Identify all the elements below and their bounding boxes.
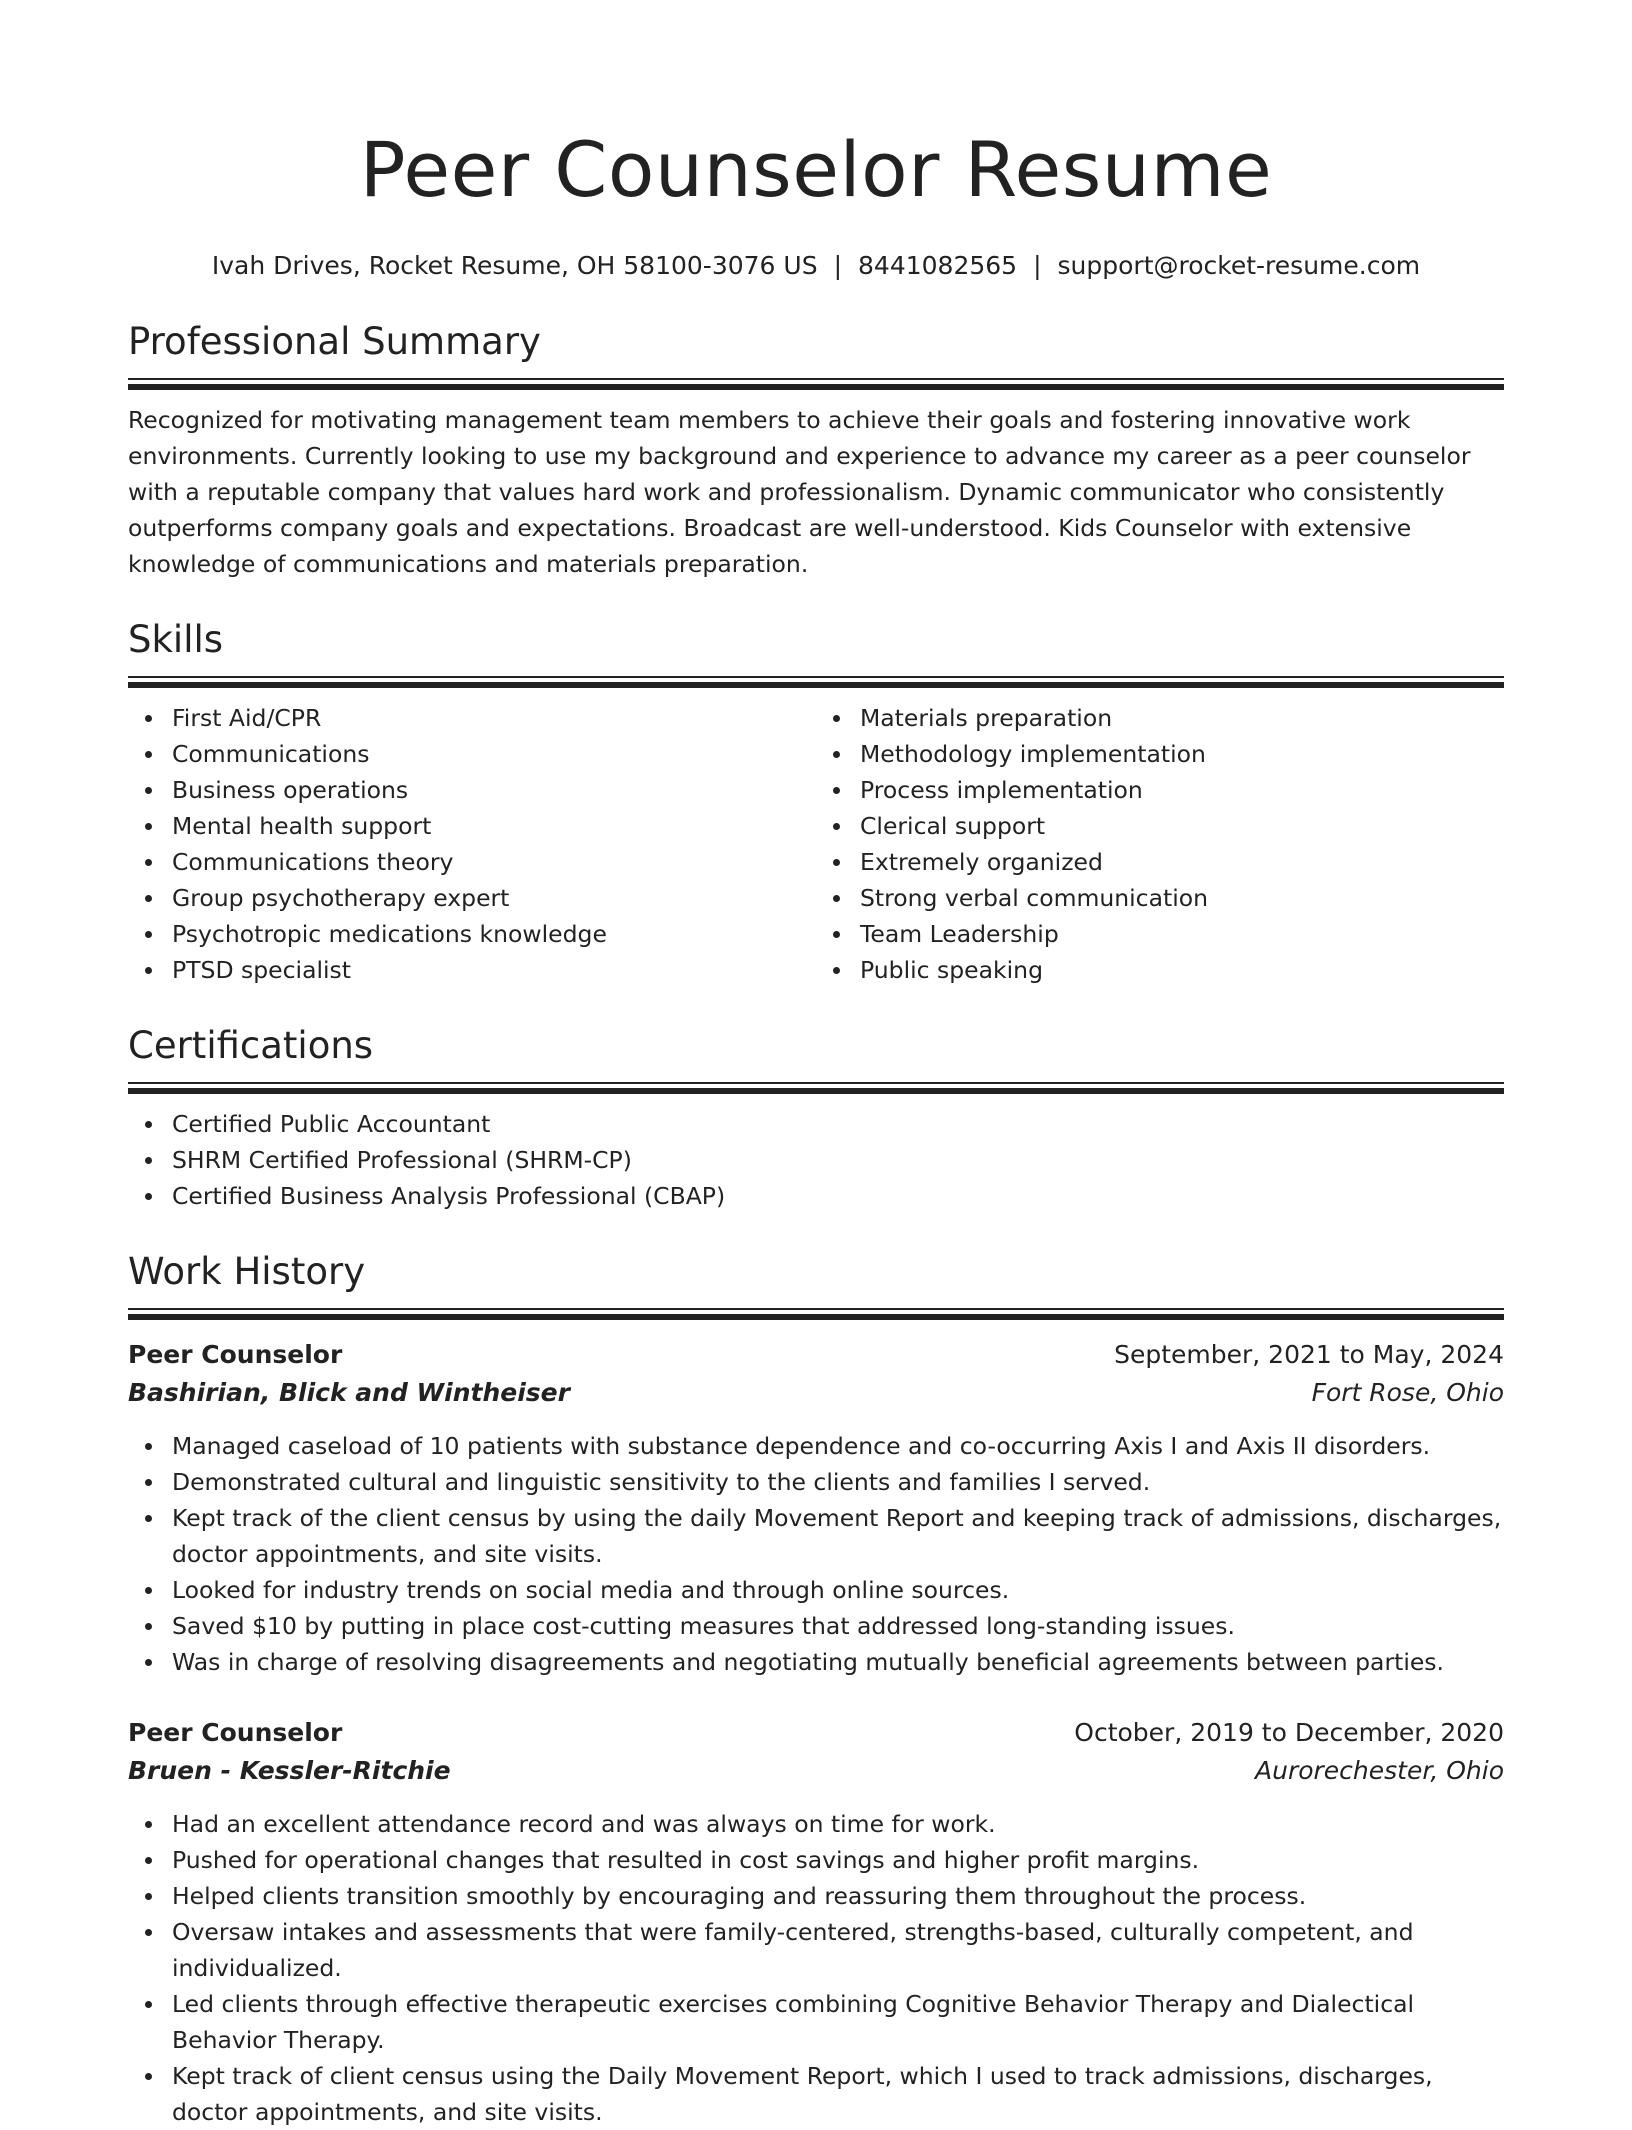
- skill-item: Clerical support: [860, 808, 1504, 844]
- skill-item: Team Leadership: [860, 916, 1504, 952]
- contact-address: Ivah Drives, Rocket Resume, OH 58100-3076 US: [211, 251, 818, 280]
- job-location: Fort Rose, Ohio: [1311, 1378, 1504, 1407]
- job-company: Bruen - Kessler-Ritchie: [128, 1756, 451, 1785]
- job-header-row: [128, 1714, 1504, 1752]
- contact-line: [128, 248, 1504, 284]
- summary-heading: Professional Summary: [128, 320, 541, 363]
- certification-item: Certified Public Accountant: [172, 1106, 1504, 1142]
- job-title: Peer Counselor: [128, 1718, 343, 1747]
- certifications-heading: Certifications: [128, 1024, 374, 1067]
- summary-section: [128, 318, 1504, 582]
- skill-item: Psychotropic medications knowledge: [172, 916, 816, 952]
- job-duty-item: Led clients through effective therapeutic exercises combining Cognitive Behavior Therapy and Dialectical Behavior Therapy.: [172, 1986, 1504, 2058]
- job-duty-item: Was in charge of resolving disagreements and negotiating mutually beneficial agreements between parties.: [172, 1644, 1504, 1680]
- work-history-heading: Work History: [128, 1250, 366, 1293]
- job-company-row: [128, 1374, 1504, 1412]
- skill-item: Public speaking: [860, 952, 1504, 988]
- job-company: Bashirian, Blick and Wintheiser: [128, 1378, 570, 1407]
- certifications-section: [128, 1022, 1504, 1214]
- skill-item: Strong verbal communication: [860, 880, 1504, 916]
- skills-grid: [128, 688, 1504, 988]
- job-duty-item: Looked for industry trends on social media and through online sources.: [172, 1572, 1504, 1608]
- certification-item: SHRM Certified Professional (SHRM-CP): [172, 1142, 1504, 1178]
- work-history-section: [128, 1248, 1504, 2130]
- job-title: Peer Counselor: [128, 1340, 343, 1369]
- job-duty-item: Kept track of client census using the Daily Movement Report, which I used to track admissions, discharges, doctor appointments, and site visits.: [172, 2058, 1504, 2130]
- job-dates: October, 2019 to December, 2020: [1074, 1718, 1504, 1747]
- job-duty-item: Oversaw intakes and assessments that were family-centered, strengths-based, culturally competent, and individualized.: [172, 1914, 1504, 1986]
- job-duties-list: [128, 1428, 1504, 1680]
- contact-email: support@rocket-resume.com: [1057, 251, 1421, 280]
- job-duty-item: Pushed for operational changes that resulted in cost savings and higher profit margins.: [172, 1842, 1504, 1878]
- skills-heading: Skills: [128, 618, 224, 661]
- certifications-list: [128, 1106, 1504, 1214]
- section-divider: [128, 1308, 1504, 1320]
- skills-list-right: [816, 700, 1504, 988]
- skill-item: Process implementation: [860, 772, 1504, 808]
- skill-item: Materials preparation: [860, 700, 1504, 736]
- job-dates: September, 2021 to May, 2024: [1114, 1340, 1504, 1369]
- contact-phone: 8441082565: [858, 251, 1018, 280]
- skill-item: Business operations: [172, 772, 816, 808]
- resume-title: Peer Counselor Resume: [359, 125, 1273, 214]
- job-duty-item: Kept track of the client census by using the daily Movement Report and keeping track of admissions, discharges, doctor appointments, and site visits.: [172, 1500, 1504, 1572]
- job-duty-item: Helped clients transition smoothly by encouraging and reassuring them throughout the process.: [172, 1878, 1504, 1914]
- skill-item: Mental health support: [172, 808, 816, 844]
- contact-separator: |: [1033, 251, 1042, 280]
- job-location: Aurorechester, Ohio: [1255, 1756, 1504, 1785]
- summary-text: Recognized for motivating management team members to achieve their goals and fostering innovative work environments. Currently looking to use my background and experience to advance my career as a peer counselor with a reputable company that values hard work and professionalism. Dynamic communicator who consistently outperforms company goals and expectations. Broadcast are well-understood. Kids Counselor with extensive knowledge of communications and materials preparation.: [128, 406, 1471, 578]
- section-divider: [128, 676, 1504, 688]
- section-divider: [128, 1082, 1504, 1094]
- job-company-row: [128, 1752, 1504, 1790]
- skill-item: First Aid/CPR: [172, 700, 816, 736]
- skill-item: Extremely organized: [860, 844, 1504, 880]
- job-entry: [128, 1714, 1504, 2130]
- contact-separator: |: [833, 251, 843, 280]
- skill-item: Group psychotherapy expert: [172, 880, 816, 916]
- skill-item: Methodology implementation: [860, 736, 1504, 772]
- skill-item: Communications theory: [172, 844, 816, 880]
- job-header-row: [128, 1336, 1504, 1374]
- skill-item: Communications: [172, 736, 816, 772]
- skill-item: PTSD specialist: [172, 952, 816, 988]
- skills-list-left: [128, 700, 816, 988]
- job-duty-item: Had an excellent attendance record and was always on time for work.: [172, 1806, 1504, 1842]
- section-divider: [128, 378, 1504, 390]
- job-duty-item: Saved $10 by putting in place cost-cutting measures that addressed long-standing issues.: [172, 1608, 1504, 1644]
- skills-section: [128, 616, 1504, 988]
- job-entry: [128, 1336, 1504, 1680]
- job-duties-list: [128, 1806, 1504, 2130]
- certification-item: Certified Business Analysis Professional (CBAP): [172, 1178, 1504, 1214]
- job-duty-item: Managed caseload of 10 patients with substance dependence and co-occurring Axis I and Axis II disorders.: [172, 1428, 1504, 1464]
- job-duty-item: Demonstrated cultural and linguistic sensitivity to the clients and families I served.: [172, 1464, 1504, 1500]
